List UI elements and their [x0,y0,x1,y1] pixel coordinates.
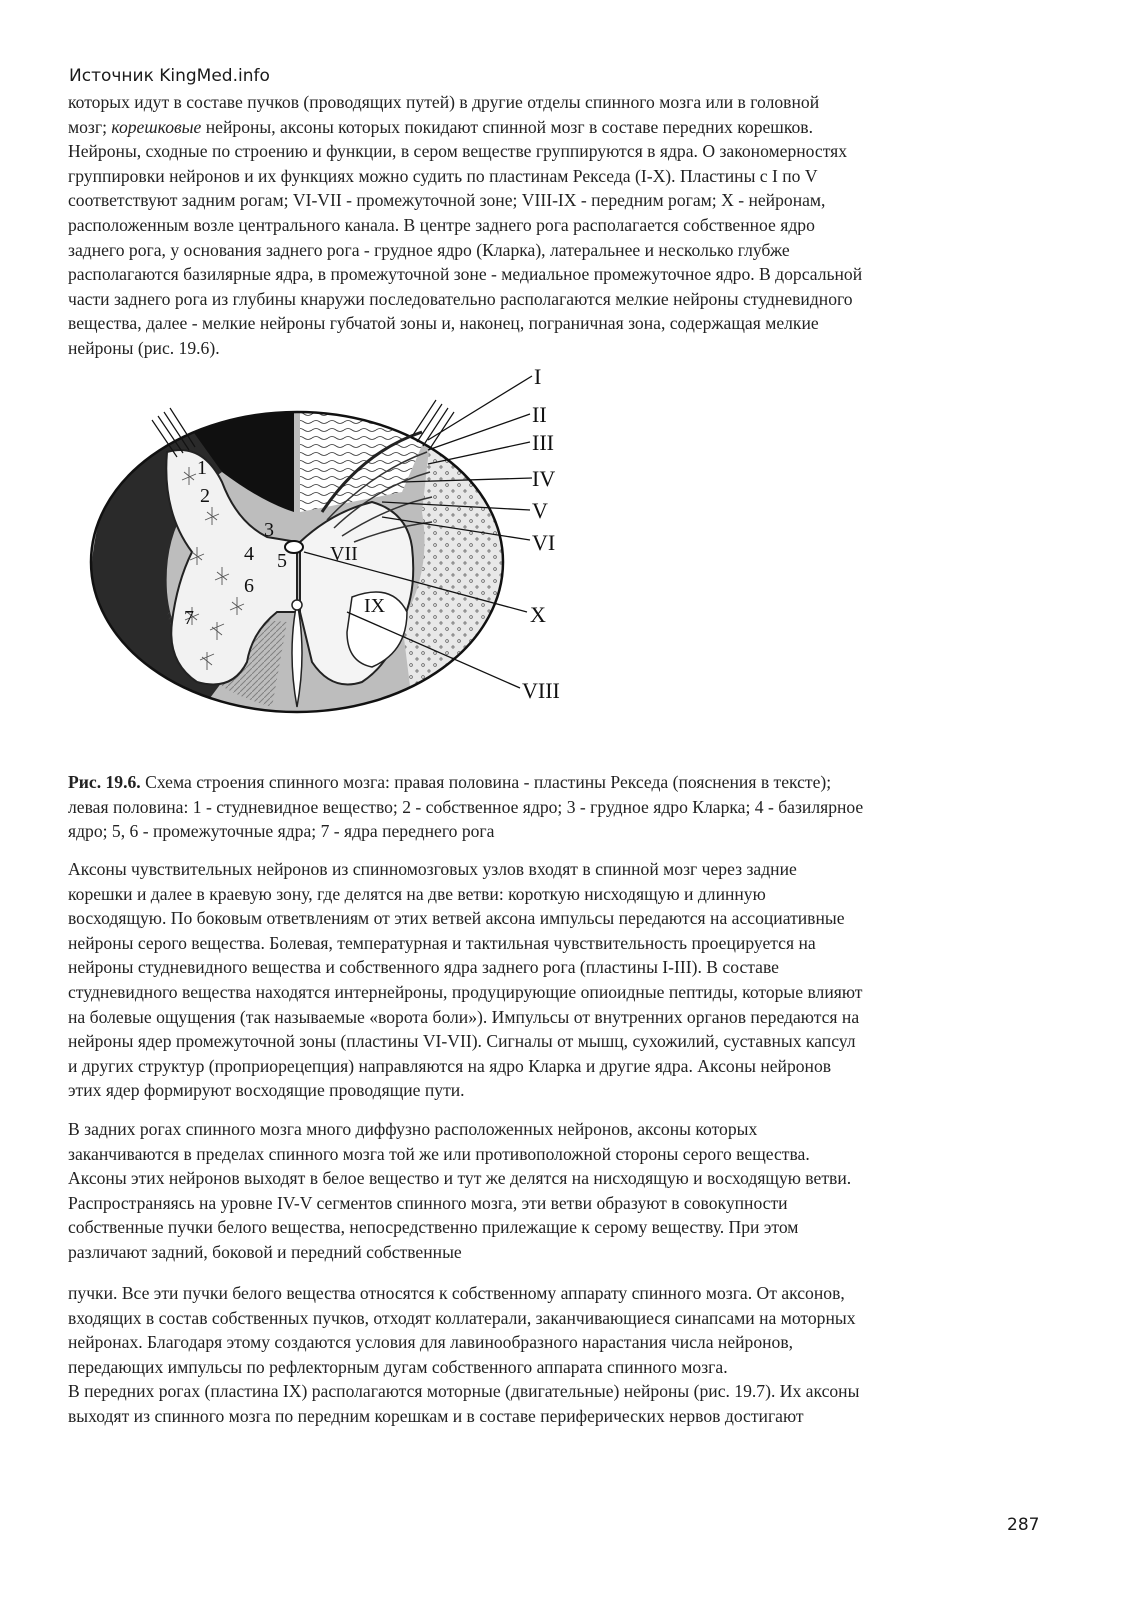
text-line [68,336,1058,361]
text-run: Нейроны, сходные по строению и функции, в сером веществе группируются в ядра. О закономерностях [68,141,848,162]
text-line: Аксоны чувствительных нейронов из спинномозговых узлов входят в спинной мозг через задние [68,859,797,879]
label-1: 1 [197,457,207,479]
label-lamina-X: X [530,602,546,627]
figure-caption [68,770,1068,844]
text-run: заднего рога, у основания заднего рога - грудное ядро (Кларка), латеральнее и несколько глубже [68,239,790,260]
caption-text-1: Схема строения спинного мозга: правая половина - пластины Рекседа (пояснения в тексте); [140,772,832,792]
text-line: В передних рогах (пластина IX) располагаются моторные (двигательные) нейроны (рис. 19.7). Их аксоны [68,1381,860,1402]
text-line: передающих импульсы по рефлекторным дугам собственного аппарата спинного мозга. [68,1356,728,1377]
label-lamina-II: II [532,402,547,427]
caption-line-1 [68,770,1068,795]
label-lamina-I: I [534,364,542,389]
text-line: Распространяясь на уровне IV-V сегментов спинного мозга, эти ветви образуют в совокупности [68,1192,788,1213]
text-line: различают задний, боковой и передний собственные [68,1241,462,1262]
text-line [68,238,1058,263]
figure-19-6 [72,362,592,722]
text-line: нейронах. Благодаря этому создаются условия для лавинообразного нарастания числа нейронов, [68,1332,794,1353]
paragraph-3 [68,1117,1058,1265]
label-lamina-IV: IV [532,466,556,491]
label-lamina-VI: VI [532,530,556,555]
page-number: 287 [1007,1515,1040,1535]
source-header: Источник KingMed.info [69,66,270,86]
text-line: корешки и далее в краевую зону, где делятся на две ветви: короткую нисходящую и длинную [68,883,766,904]
text-run: которых идут в составе пучков (проводящих путей) в другие отделы спинного мозга или в головной [68,92,820,112]
caption-line-3: ядро; 5, 6 - промежуточные ядра; 7 - ядра переднего рога [68,821,495,842]
caption-line-2: левая половина: 1 - студневидное вещество; 2 - собственное ядро; 3 - грудное ядро Кларка; 4 - базилярное [68,796,864,817]
spinal-cord-diagram [72,362,592,722]
text-run: располагаются базилярные ядра, в промежуточной зоне - медиальное промежуточное ядро. В дорсальной [68,264,863,285]
text-run: части заднего рога из глубины кнаружи последовательно располагаются мелкие нейроны студневидного [68,288,853,309]
text-line: нейроны ядер промежуточной зоны (пластины VI-VII). Сигналы от мышц, сухожилий, суставных капсул [68,1031,856,1052]
text-line: пучки. Все эти пучки белого вещества относятся к собственному аппарату спинного мозга. От аксонов, [68,1283,845,1303]
paragraph-2 [68,857,1058,1103]
caption-figure-number: Рис. 19.6. [68,772,141,792]
text-run: нейроны (рис. 19.6). [68,337,220,358]
text-line: и других структур (проприорецепция) направляются на ядро Кларка и другие ядра. Аксоны нейронов [68,1055,832,1076]
paragraph-4 [68,1281,1058,1429]
text-line: входящих в состав собственных пучков, отходят коллатерали, заканчивающиеся синапсами на моторных [68,1307,856,1328]
label-3: 3 [264,519,274,541]
label-6: 6 [244,575,254,597]
label-2: 2 [200,485,210,507]
text-run: расположенным возле центрального канала. В центре заднего рога располагается собственное ядро [68,214,815,235]
text-line: выходят из спинного мозга по передним корешкам и в составе периферических нервов достигают [68,1405,804,1426]
text-line: нейроны студневидного вещества и собственного ядра заднего рога (пластины I-III). В составе [68,957,779,978]
text-line: студневидного вещества находятся интернейроны, продуцирующие опиоидные пептиды, которые влияют [68,981,863,1002]
text-line [68,188,1058,213]
label-lamina-V: V [532,498,548,523]
text-line [68,164,1058,189]
label-lamina-VII: VII [330,543,358,565]
label-lamina-IX: IX [364,595,386,617]
paragraph-1 [68,90,1058,361]
text-run: мозг; [68,116,112,137]
text-run: нейроны, аксоны которых покидают спинной мозг в составе передних корешков. [201,116,813,137]
text-line: собственные пучки белого вещества, непосредственно прилежащие к серому веществу. При этом [68,1217,799,1238]
label-lamina-VIII: VIII [522,678,560,703]
text-line: восходящую. По боковым ответвлениям от этих ветвей аксона импульсы передаются на ассоциативные [68,908,845,929]
italic-term: корешковые [111,116,202,137]
text-line [68,213,1058,238]
text-line [68,262,1058,287]
text-line: этих ядер формируют восходящие проводящие пути. [68,1080,465,1101]
text-run: вещества, далее - мелкие нейроны губчатой зоны и, наконец, пограничная зона, содержащая мелкие [68,313,819,334]
text-line: Аксоны этих нейронов выходят в белое вещество и тут же делятся на нисходящую и восходящую ветви. [68,1168,852,1189]
text-line: В задних рогах спинного мозга много диффузно расположенных нейронов, аксоны которых [68,1119,758,1139]
label-4: 4 [244,543,254,565]
text-line: заканчиваются в пределах спинного мозга той же или противоположной стороны серого вещества. [68,1143,810,1164]
label-7: 7 [184,607,194,629]
label-5: 5 [277,550,287,572]
text-line: на болевые ощущения (так называемые «ворота боли»). Импульсы от внутренних органов передаются на [68,1006,860,1027]
text-line [68,287,1058,312]
text-line [68,115,1058,140]
text-run: соответствуют задним рогам; VI-VII - промежуточной зоне; VIII-IX - передним рогам; X - нейронам, [68,190,826,211]
text-line [68,139,1058,164]
text-line [68,311,1058,336]
text-run: группировки нейронов и их функциях можно судить по пластинам Рекседа (I-X). Пластины с I по V [68,165,818,186]
text-line [68,90,1058,115]
text-line: нейроны серого вещества. Болевая, температурная и тактильная чувствительность проецируется на [68,932,816,953]
label-lamina-III: III [532,430,554,455]
